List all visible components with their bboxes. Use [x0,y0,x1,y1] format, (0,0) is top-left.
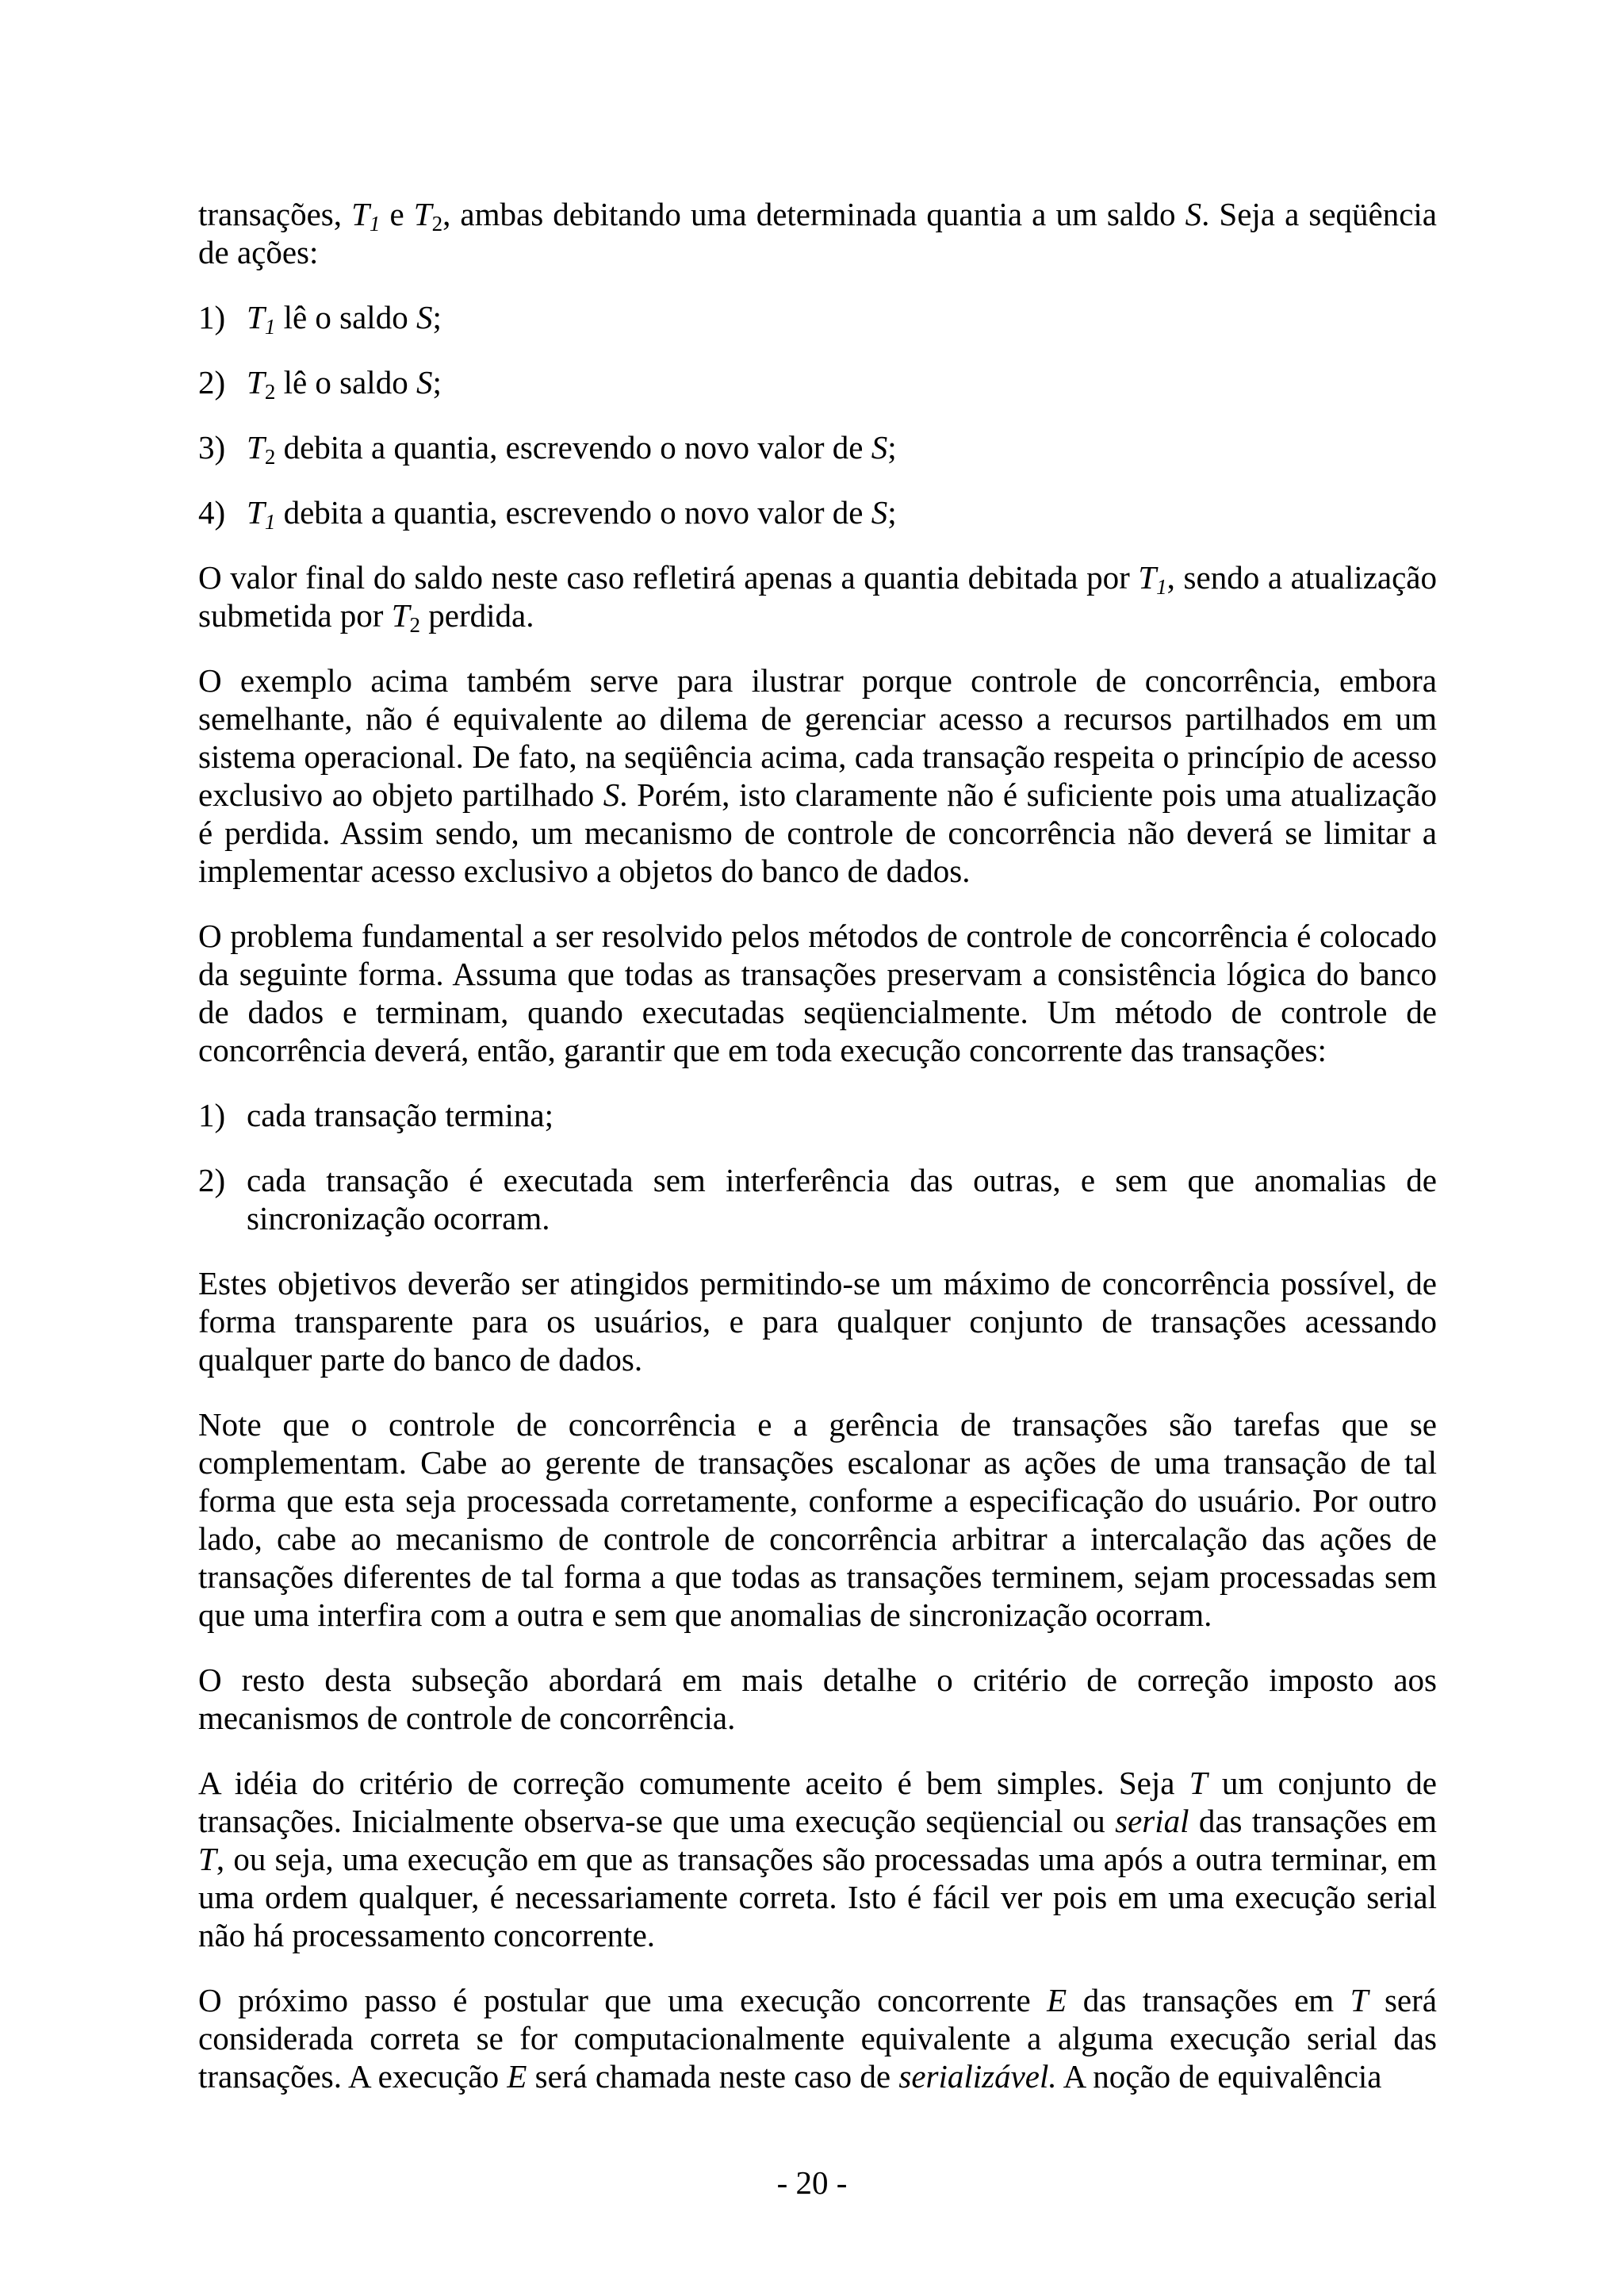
list-number: 4) [198,494,226,531]
paragraph [198,917,1437,1069]
text-run: ; [432,299,442,335]
text-run: debita a quantia, escrevendo o novo valor de [275,429,871,466]
paragraph [198,1405,1437,1634]
italic-term: S [871,494,888,531]
text-run: transações, [198,196,352,232]
text-run: será considerada correta se for computacionalmente equivalente a alguma execução serial das transações. A execução [198,1982,1437,2095]
italic-term: T [198,1841,216,1877]
text-run: ; [432,364,442,401]
list-item [198,493,1437,534]
italic-term: S [603,776,620,813]
text-run: O resto desta subseção abordará em mais detalhe o critério de correção imposto aos mecanismos de controle de concorrência. [198,1662,1437,1736]
text-run: . Seja a seqüência de ações: [198,196,1437,270]
text-run: lê o saldo [275,299,416,335]
paragraph [198,1981,1437,2095]
text-run: ; [887,429,897,466]
text-run: , sendo a atualização submetida por [198,559,1437,634]
subscript: 2 [264,380,276,404]
page-number: - 20 - [776,2164,848,2201]
text-run: A noção de equivalência [1056,2058,1382,2095]
italic-term: T [413,196,432,232]
italic-term: S [416,364,433,401]
list-item [198,428,1437,469]
list-item [198,1096,1437,1134]
italic-term: T [1350,1982,1369,2018]
italic-term: T [247,364,265,401]
text-run: O próximo passo é postular que uma execução concorrente [198,1982,1048,2018]
subscript: 2 [409,613,420,637]
italic-term: serial [1115,1803,1189,1839]
subscript: 1 [264,510,276,534]
list-text [247,493,1437,534]
list-text [247,1161,1437,1237]
italic-term: T [351,196,370,232]
list-number: 1) [198,1097,226,1133]
list-text [247,428,1437,469]
paragraph [198,195,1437,271]
italic-term: E [507,2058,527,2095]
paragraph [198,1264,1437,1378]
italic-term: T [247,494,265,531]
list-number: 3) [198,429,226,466]
italic-term: S [1185,196,1202,232]
list-number: 1) [198,299,226,335]
page-body [198,195,1437,2122]
list-item [198,363,1437,404]
text-run: , ambas debitando uma determinada quantia a um saldo [442,196,1185,232]
list-item [198,1161,1437,1237]
list-text [247,298,1437,339]
text-run: cada transação termina; [247,1097,553,1133]
text-run: será chamada neste caso de [527,2058,899,2095]
italic-term: S [416,299,433,335]
subscript: 2 [264,445,276,469]
text-run: , ou seja, uma execução em que as transações são processadas uma após a outra terminar, em uma ordem qualquer, é necessariamente correta. Isto é fácil ver pois em uma execução serial não há processamento concorrente. [198,1841,1437,1953]
text-run: . Porém, isto claramente não é suficiente pois uma atualização é perdida. Assim sendo, um mecanismo de controle de concorrência não deverá se limitar a implementar acesso exclusivo a objetos do banco de dados. [198,776,1437,889]
paragraph [198,661,1437,890]
text-run: das transações em [1189,1803,1437,1839]
paragraph [198,1661,1437,1737]
text-run: Note que o controle de concorrência e a gerência de transações são tarefas que se complementam. Cabe ao gerente de transações escalonar as ações de uma transação de tal forma que esta seja processada corretamente, conforme a especificação do usuário. Por outro lado, cabe ao mecanismo de controle de concorrência arbitrar a intercalação das ações de transações diferentes de tal forma a que todas as transações terminem, sejam processadas sem que uma interfira com a outra e sem que anomalias de sincronização ocorram. [198,1406,1437,1633]
italic-term: T [391,597,410,634]
text-run: O valor final do saldo neste caso refletirá apenas a quantia debitada por [198,559,1139,596]
subscript: 1 [264,315,276,339]
list-text [247,363,1437,404]
list-number: 2) [198,1162,226,1198]
text-run: debita a quantia, escrevendo o novo valor de [275,494,871,531]
text-run: Estes objetivos deverão ser atingidos permitindo-se um máximo de concorrência possível, de forma transparente para os usuários, e para qualquer conjunto de transações acessando qualquer parte do banco de dados. [198,1265,1437,1378]
subscript: 2 [431,212,443,236]
text-run: A idéia do critério de correção comumente aceito é bem simples. Seja [198,1765,1189,1801]
italic-term: serializável. [898,2058,1057,2095]
text-run: O exemplo acima também serve para ilustrar porque controle de concorrência, embora semelhante, não é equivalente ao dilema de gerenciar acesso a recursos partilhados em um sistema operacional. De fato, na seqüência acima, cada transação respeita o princípio de acesso exclusivo ao objeto partilhado [198,662,1437,813]
italic-term: T [247,299,265,335]
italic-term: S [871,429,888,466]
italic-term: T [1138,559,1157,596]
text-run: cada transação é executada sem interferência das outras, e sem que anomalias de sincronização ocorram. [247,1162,1437,1236]
list-item [198,298,1437,339]
text-run: lê o saldo [275,364,416,401]
text-run: e [380,196,414,232]
text-run: um conjunto de transações. Inicialmente observa-se que uma execução seqüencial ou [198,1765,1437,1839]
italic-term: T [247,429,265,466]
subscript: 1 [1156,575,1167,599]
paragraph [198,558,1437,637]
text-run: ; [887,494,897,531]
list-text [247,1096,1437,1134]
list-number: 2) [198,364,226,401]
text-run: das transações em [1067,1982,1350,2018]
text-run: O problema fundamental a ser resolvido pelos métodos de controle de concorrência é colocado da seguinte forma. Assuma que todas as transações preservam a consistência lógica do banco de dados e terminam, quando executadas seqüencialmente. Um método de controle de concorrência deverá, então, garantir que em toda execução concorrente das transações: [198,918,1437,1068]
subscript: 1 [369,212,381,236]
text-run: perdida. [420,597,534,634]
italic-term: E [1047,1982,1067,2018]
paragraph [198,1764,1437,1954]
italic-term: T [1189,1765,1208,1801]
